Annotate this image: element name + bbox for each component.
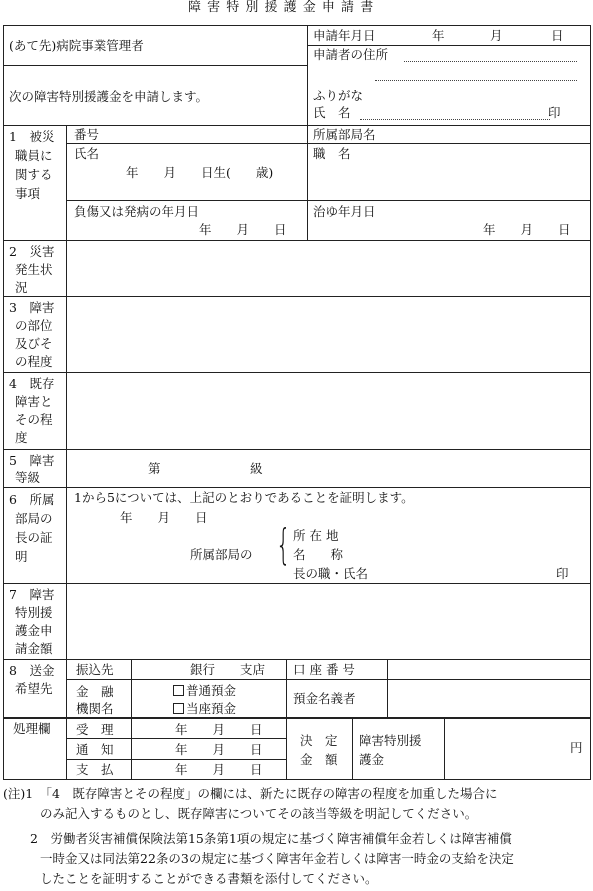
notified-label: 通 知 (76, 742, 114, 757)
ordinary-deposit-checkbox[interactable] (173, 685, 184, 696)
account-holder-label: 預金名義者 (293, 691, 356, 706)
section3-label: 3 障害 の部位 及びそ の程度 (9, 300, 55, 369)
head-name-label: 長の職・氏名 (293, 566, 369, 581)
institution-label: 金 融 機関名 (76, 684, 114, 716)
injury-date-label: 負傷又は発病の年月日 (74, 204, 200, 219)
bank-branch-label: 銀行 支店 (190, 662, 266, 677)
section1-label: 1 被災 職員に 関する 事項 (9, 129, 55, 201)
received-label: 受 理 (76, 722, 114, 737)
dept-head-label: 所属部局の (190, 547, 253, 562)
grade-prefix: 第 (148, 461, 161, 476)
processing-label: 処理欄 (13, 721, 51, 736)
section8-label: 8 送金 希望先 (9, 663, 55, 696)
address-field[interactable] (404, 61, 577, 62)
section6-label: 6 所属 部局の 長の証 明 (9, 492, 55, 564)
paid-date: 年 月 日 (175, 762, 263, 777)
certify-text: 1から5については、上記のとおりであることを証明します。 (74, 490, 414, 505)
furigana-label: ふりがな (313, 88, 364, 103)
certify-date: 年 月 日 (120, 510, 208, 525)
section4-label: 4 既存 障害と その程 度 (9, 376, 55, 445)
birth-date-line: 年 月 日生( 歳) (126, 165, 274, 180)
cure-date-label: 治ゆ年月日 (313, 204, 376, 219)
application-day: 日 (551, 28, 564, 43)
application-date-label: 申請年月日 (313, 28, 376, 43)
org-name-label: 名 称 (293, 547, 344, 562)
head-seal: 印 (556, 566, 569, 581)
received-date: 年 月 日 (175, 722, 263, 737)
department-label: 所属部局名 (313, 127, 376, 142)
application-month: 月 (490, 28, 503, 43)
brace-icon: { (276, 520, 291, 569)
grade-suffix: 級 (250, 461, 263, 476)
applicant-address-label: 申請者の住所 (313, 47, 389, 62)
account-number-label: 口 座 番 号 (293, 662, 355, 677)
location-label: 所 在 地 (293, 528, 339, 543)
current-deposit-checkbox[interactable] (173, 703, 184, 714)
section7-label: 7 障害 特別援 護金申 請金額 (9, 587, 55, 656)
form-title: 障 害 特 別 援 護 金 申 請 書 (188, 0, 375, 15)
notified-date: 年 月 日 (175, 742, 263, 757)
request-text: 次の障害特別援護金を申請します。 (9, 89, 209, 104)
transfer-to-label: 振込先 (76, 662, 114, 677)
addressee: (あて先)病院事業管理者 (9, 38, 144, 53)
address-field-2[interactable] (375, 80, 577, 81)
employee-name-label: 氏名 (74, 146, 100, 161)
decided-amount-label: 決 定 金 額 (300, 733, 338, 767)
ordinary-deposit-option[interactable]: 普通預金 (173, 683, 236, 698)
applicant-name-label: 氏 名 (313, 105, 351, 120)
employee-number-label: 番号 (74, 127, 100, 142)
section5-label: 5 障害 等級 (9, 453, 55, 485)
applicant-name-field[interactable] (360, 119, 550, 120)
application-year: 年 (432, 28, 445, 43)
injury-date-ymd: 年 月 日 (199, 222, 287, 237)
section2-label: 2 災害 発生状 況 (9, 244, 55, 295)
paid-label: 支 払 (76, 762, 114, 777)
cure-date-ymd: 年 月 日 (483, 222, 571, 237)
yen-unit: 円 (570, 740, 583, 755)
current-deposit-option[interactable]: 当座預金 (173, 701, 236, 716)
position-label: 職 名 (313, 146, 351, 161)
benefit-label: 障害特別援 護金 (359, 733, 422, 767)
note-1: (注)1 「4 既存障害とその程度」の欄には、新たに既存の障害の程度を加重した場合に のみ記入するものとし、既存障害についてその該当等級を明記してください。 (3, 786, 498, 821)
applicant-seal: 印 (548, 105, 561, 120)
note-2: 2 労働者災害補償保険法第15条第1項の規定に基づく障害補償年金若しくは障害補償 一時金又は同法第22条の3の規定に基づく障害年金若しくは障害一時金の支給を決定 したことを証明することができる書類を添付してください。 (30, 831, 514, 886)
